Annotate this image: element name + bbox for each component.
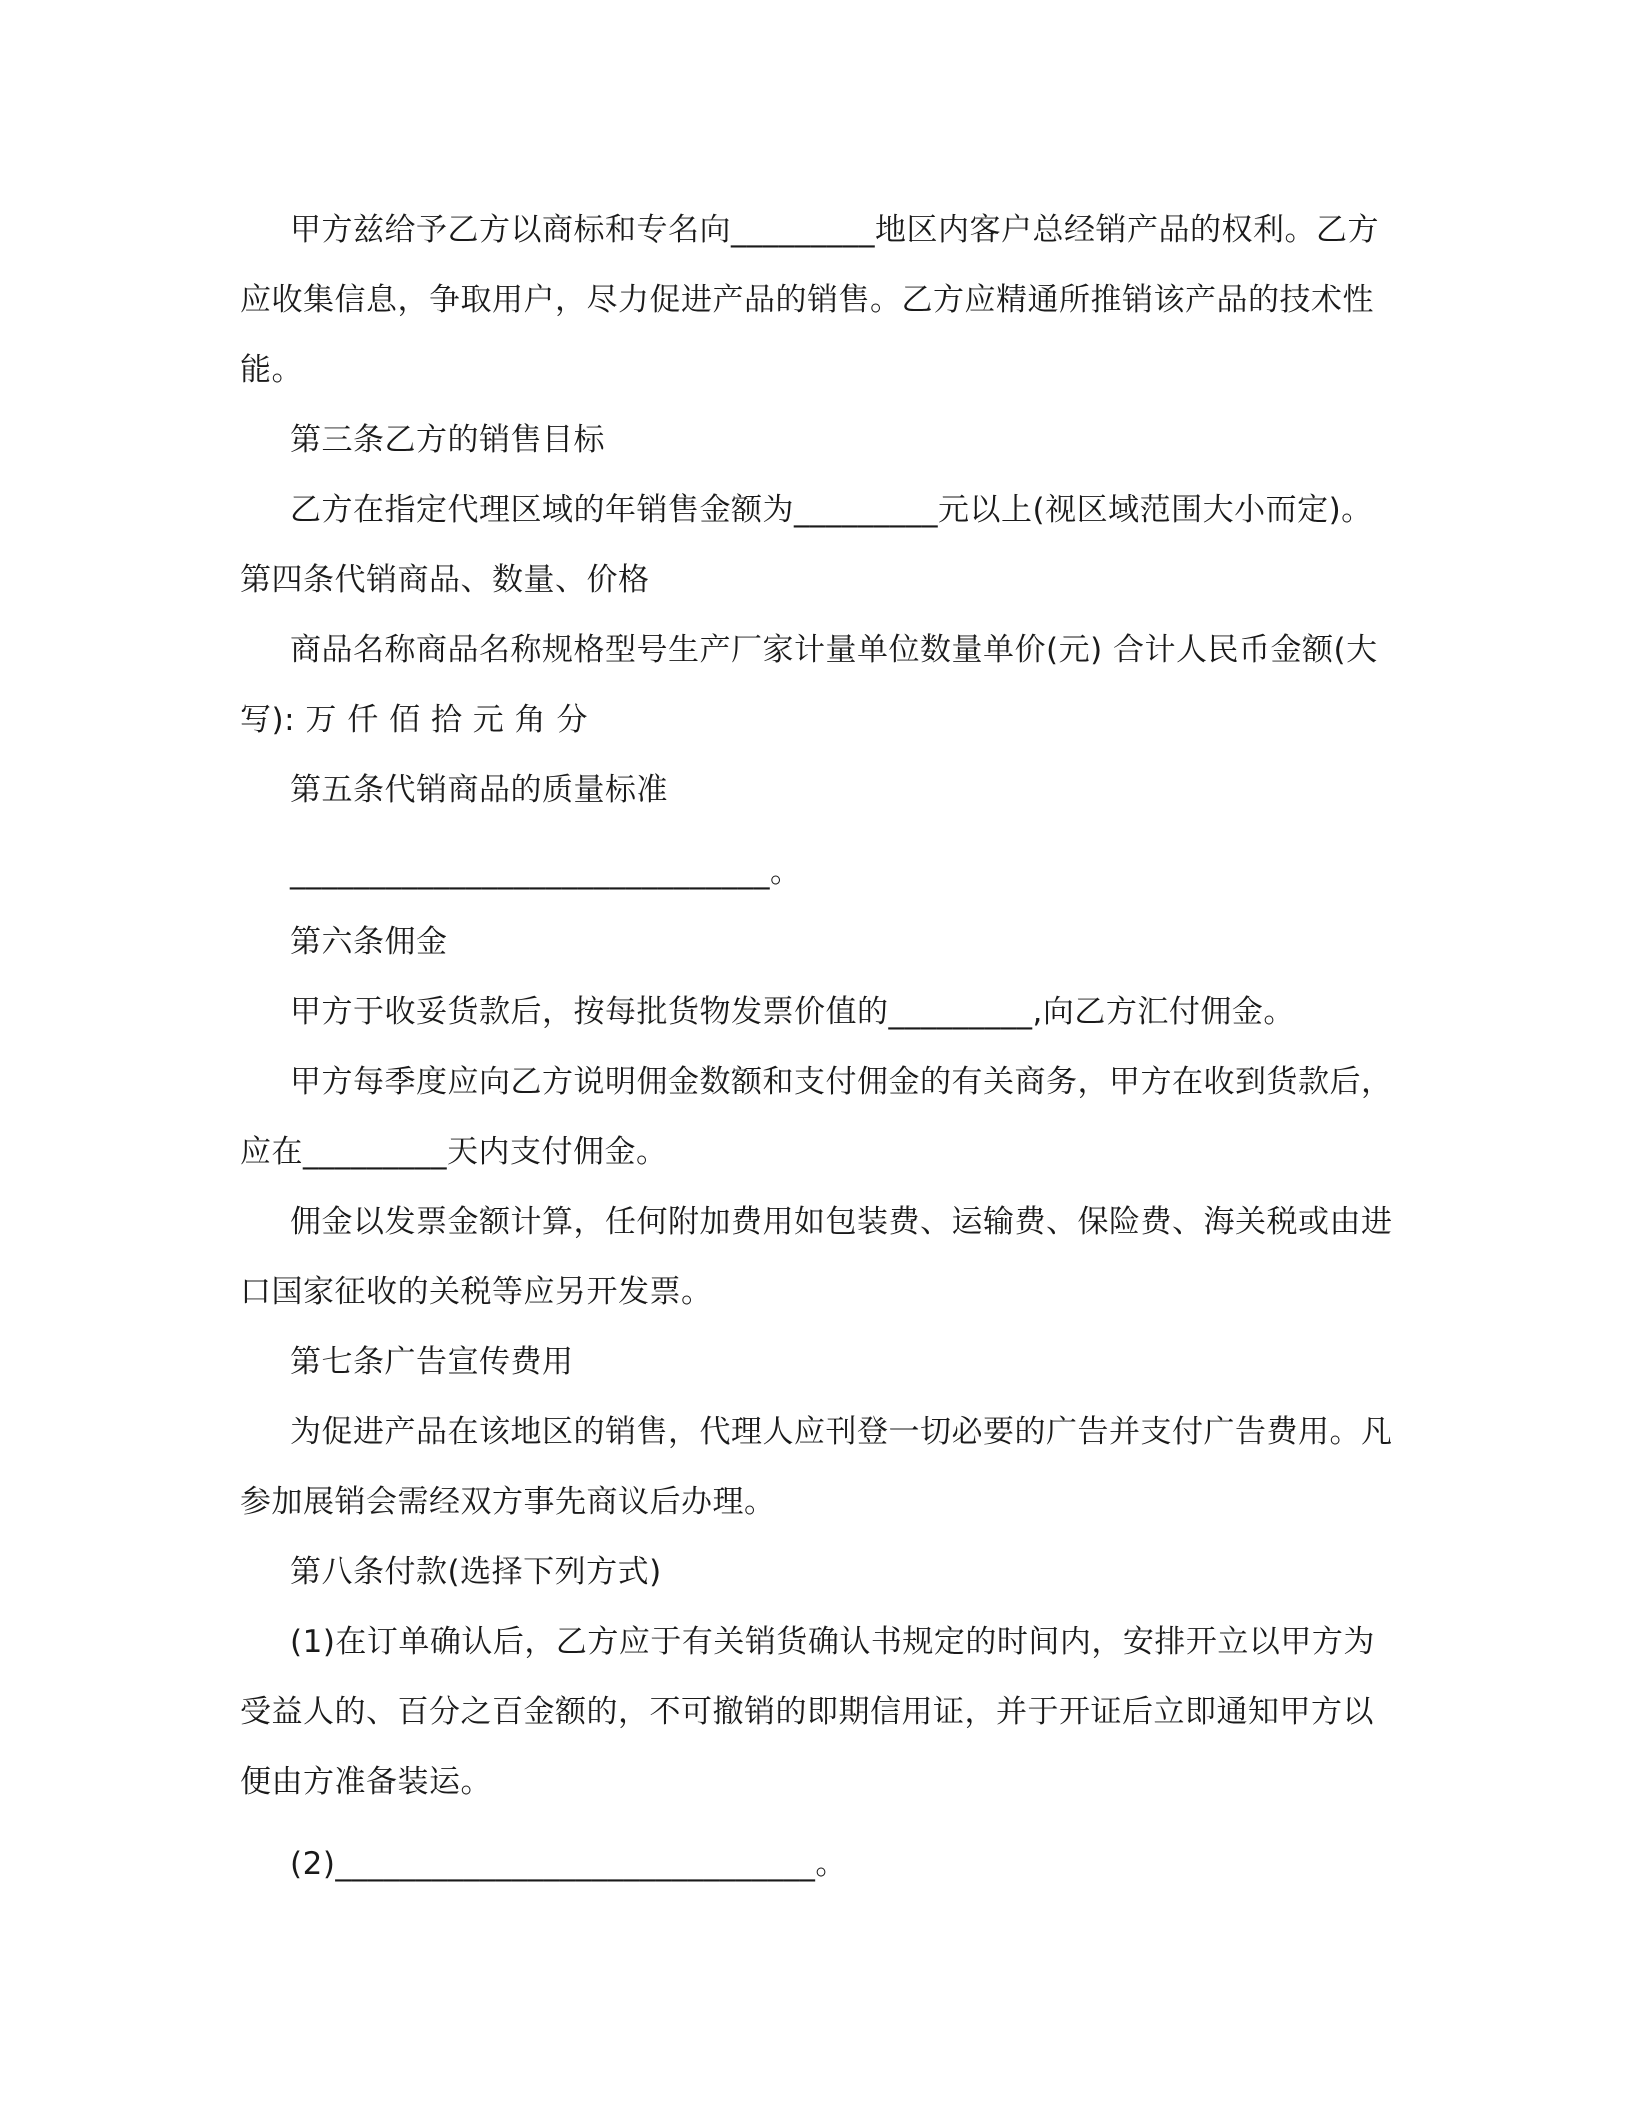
paragraph-sole-distribution-rights: 甲方兹给予乙方以商标和专名向_________地区内客户总经销产品的权利。乙方应收集信息，争取用户，尽力促进产品的销售。乙方应精通所推销该产品的技术性能。 (240, 212, 1379, 388)
paragraph-payment-option-2: (2)______________________________。 (290, 1846, 847, 1882)
document-body (240, 195, 1400, 1899)
heading-article-7: 第七条广告宣传费用 (290, 1344, 574, 1380)
heading-article-6: 第六条佣金 (290, 924, 448, 960)
paragraph-product-table-header: 商品名称商品名称规格型号生产厂家计量单位数量单价(元) 合计人民币金额(大写): 万 仟 佰 拾 元 角 分 (240, 632, 1378, 738)
paragraph-advertising: 为促进产品在该地区的销售，代理人应刊登一切必要的广告并支付广告费用。凡参加展销会需经双方事先商议后办理。 (240, 1414, 1393, 1520)
heading-article-8: 第八条付款(选择下列方式) (290, 1554, 662, 1590)
heading-article-5: 第五条代销商品的质量标准 (290, 772, 668, 808)
paragraph-quality-standard-blank: ______________________________。 (290, 854, 802, 890)
paragraph-commission-quarterly: 甲方每季度应向乙方说明佣金数额和支付佣金的有关商务，甲方在收到货款后，应在_________天内支付佣金。 (240, 1064, 1393, 1170)
paragraph-commission-payment: 甲方于收妥货款后，按每批货物发票价值的_________,向乙方汇付佣金。 (290, 994, 1295, 1030)
paragraph-sales-target: 乙方在指定代理区域的年销售金额为_________元以上(视区域范围大小而定)。 第四条代销商品、数量、价格 (240, 492, 1384, 598)
paragraph-payment-option-1: (1)在订单确认后，乙方应于有关销货确认书规定的时间内，安排开立以甲方为受益人的、百分之百金额的，不可撤销的即期信用证，并于开证后立即通知甲方以便由方准备装运。 (240, 1624, 1375, 1800)
paragraph-commission-calculation: 佣金以发票金额计算，任何附加费用如包装费、运输费、保险费、海关税或由进口国家征收的关税等应另开发票。 (240, 1204, 1393, 1310)
heading-article-3: 第三条乙方的销售目标 (290, 422, 605, 458)
